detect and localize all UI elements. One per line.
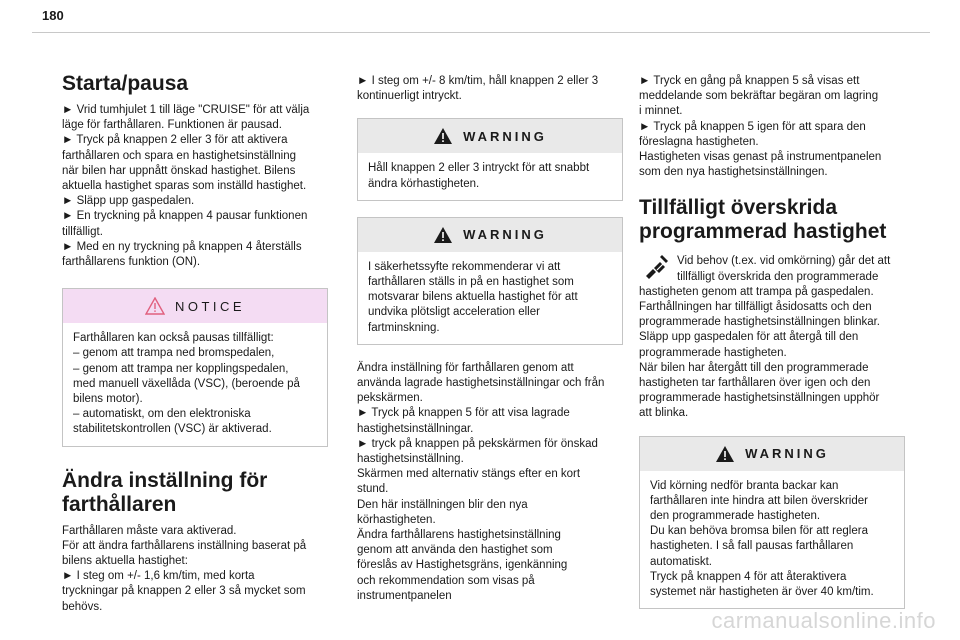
text-line: som den nya hastighetsinställningen.	[639, 166, 828, 179]
section-title-start-pause: Starta/pausa	[62, 72, 189, 95]
warning-triangle-icon	[433, 127, 453, 145]
text-line: föreslagna hastigheten.	[639, 135, 759, 148]
notice-title: NOTICE	[174, 298, 246, 314]
warning-box-3	[639, 436, 905, 610]
section-title-override	[639, 196, 905, 244]
override-body	[639, 254, 905, 421]
text-line: genom att använda den hastighet som	[357, 544, 553, 557]
header-rule	[32, 32, 930, 33]
text-line: Farthållaren måste vara aktiverad.	[62, 524, 237, 537]
text-line: med manuell växellåda (VSC), (beroende på	[73, 377, 300, 390]
warning-title: WARNING	[463, 128, 547, 144]
title-line: Tillfälligt överskrida	[639, 196, 838, 220]
text-line: Ändra inställning för farthållaren genom att	[357, 361, 574, 374]
step-intro	[357, 74, 623, 104]
text-line: Håll knappen 2 eller 3 intryckt för att snabbt	[368, 162, 590, 175]
text-line: körhastigheten.	[357, 513, 436, 526]
title-line: farthållaren	[62, 492, 177, 516]
text-line: och rekommendation som visas på	[357, 574, 535, 587]
text-line: ► Tryck på knappen 5 igen för att spara den	[639, 120, 866, 133]
warning-header	[640, 437, 904, 471]
notice-header	[63, 289, 327, 323]
text-line: ändra körhastigheten.	[368, 177, 480, 190]
text-line: hastighetsinställningar.	[357, 422, 474, 435]
text-line: I säkerhetssyfte rekommenderar vi att	[368, 260, 561, 273]
foot-pedal-icon	[643, 254, 669, 280]
text-line: ► Tryck på knappen 5 för att visa lagrade	[357, 407, 570, 420]
warning-box-1	[357, 118, 623, 200]
warning-header	[358, 218, 622, 252]
text-line: Hastigheten visas genast på instrumentpanelen	[639, 151, 882, 164]
text-line: – genom att trampa ned bromspedalen,	[73, 347, 275, 360]
column-2	[357, 74, 623, 604]
text-line: ► En tryckning på knappen 4 pausar funktionen	[62, 210, 308, 223]
text-line: stund.	[357, 483, 389, 496]
text-line: – genom att trampa ner kopplingspedalen,	[73, 362, 289, 375]
text-line: Vid körning nedför branta backar kan	[650, 479, 839, 492]
text-line: ► Tryck en gång på knappen 5 så visas ett	[639, 75, 860, 87]
text-line: systemet när hastigheten är över 40 km/tim.	[650, 586, 874, 599]
text-line: programmerade hastighetsinställningen blinkar.	[639, 316, 881, 329]
text-line: Farthållaren kan också pausas tillfälligt:	[73, 332, 274, 345]
warning-title: WARNING	[463, 227, 547, 243]
text-line: automatiskt.	[650, 555, 712, 568]
text-line: farthållaren och spara en hastighetsinställning	[62, 149, 296, 162]
text-line: hastighetsinställning.	[357, 453, 464, 466]
warning-body	[358, 153, 622, 199]
warning-body	[640, 471, 904, 609]
text-line: programmerade hastighetsinställningen upphör	[639, 392, 880, 405]
title-line: Ändra inställning för	[62, 468, 268, 492]
warning-body	[358, 252, 622, 344]
text-line: tillfälligt överskrida den programmerade	[677, 270, 879, 283]
text-line: den programmerade hastigheten.	[650, 510, 821, 523]
text-line: tillfälligt.	[62, 225, 103, 238]
text-line: Ändra farthållarens hastighetsinställning	[357, 529, 561, 542]
text-line: ► I steg om +/- 1,6 km/tim, med korta	[62, 570, 255, 583]
text-line: motsvarar bilens aktuella hastighet för att	[368, 291, 578, 304]
text-line: ► Släpp upp gaspedalen.	[62, 195, 195, 208]
text-line: ► Med en ny tryckning på knappen 4 återställs	[62, 240, 302, 253]
text-line: tryckningar på knappen 2 eller 3 så mycket som	[62, 585, 306, 598]
text-line: För att ändra farthållarens inställning baserat på	[62, 539, 307, 552]
memory-steps	[639, 74, 905, 180]
text-line: behövs.	[62, 600, 103, 613]
section-title-change-setting	[62, 469, 328, 517]
text-line: ► tryck på knappen på pekskärmen för önskad	[357, 437, 598, 450]
text-line: Du kan behöva bromsa bilen för att reglera	[650, 525, 868, 538]
change-setting-body	[62, 524, 328, 615]
text-line: hastigheten. I så fall pausas farthållaren	[650, 540, 854, 553]
text-line: farthållarens funktion (ON).	[62, 256, 201, 269]
text-line: undvika plötsligt acceleration eller	[368, 306, 540, 319]
text-line: Farthållningen har tillfälligt åsidosatts och den	[639, 301, 872, 314]
text-line: bilens aktuella hastighet:	[62, 555, 188, 568]
warning-title: WARNING	[745, 446, 829, 462]
text-line: ► I steg om +/- 8 km/tim, håll knappen 2 eller 3	[357, 75, 599, 87]
text-line: bilens motor).	[73, 393, 143, 406]
text-line: ► Tryck på knappen 2 eller 3 för att aktivera	[62, 134, 288, 147]
text-line: Den här inställningen blir den nya	[357, 498, 528, 511]
text-line: instrumentpanelen	[357, 589, 452, 602]
text-line: aktuella hastighet sparas som inställd hastighet.	[62, 180, 307, 193]
text-line: programmerade hastigheten.	[639, 346, 787, 359]
column-1	[62, 72, 328, 615]
warning-triangle-icon	[715, 445, 735, 463]
text-line: hastigheten genom att trampa på gaspedalen.	[639, 285, 874, 298]
text-line: – automatiskt, om den elektroniska	[73, 408, 251, 421]
column-3	[639, 74, 905, 625]
text-line: i minnet.	[639, 105, 683, 118]
notice-body	[63, 323, 327, 445]
text-line: ► Vrid tumhjulet 1 till läge "CRUISE" för att välja	[62, 104, 310, 116]
text-line: läge för farthållaren. Funktionen är pausad.	[62, 119, 282, 132]
text-line: fartminskning.	[368, 321, 440, 334]
text-line: När bilen har återgått till den programmerade	[639, 361, 869, 374]
warning-header	[358, 119, 622, 153]
text-line: stabilitetskontrollen (VSC) är aktiverad.	[73, 423, 272, 436]
notice-box	[62, 288, 328, 446]
notice-triangle-icon	[145, 297, 165, 315]
text-line: Tryck på knappen 4 för att återaktivera	[650, 570, 847, 583]
page-number: 180	[42, 8, 64, 23]
start-pause-body	[62, 103, 328, 270]
text-line: pekskärmen.	[357, 392, 423, 405]
text-line: Släpp upp gaspedalen för att återgå till den	[639, 331, 859, 344]
text-line: kontinuerligt intryckt.	[357, 90, 462, 103]
touchscreen-steps	[357, 361, 623, 604]
text-line: använda lagrade hastighetsinställningar och från	[357, 377, 605, 390]
text-line: farthållaren ställs in på en hastighet som	[368, 276, 574, 289]
text-line: hastigheten tar farthållaren över igen och den	[639, 377, 871, 390]
text-line: när bilen har uppnått önskad hastighet. Bilens	[62, 164, 296, 177]
text-line: föreslås av Hastighetsgräns, igenkänning	[357, 559, 568, 572]
warning-box-2	[357, 217, 623, 345]
warning-triangle-icon	[433, 226, 453, 244]
text-line: att blinka.	[639, 407, 689, 420]
text-line: Skärmen med alternativ stängs efter en kort	[357, 468, 581, 481]
watermark: carmanualsonline.info	[711, 608, 936, 633]
text-line: farthållaren inte hindra att bilen överskrider	[650, 494, 868, 507]
text-line: meddelande som bekräftar begäran om lagring	[639, 90, 879, 103]
text-line: Vid behov (t.ex. vid omkörning) går det att	[677, 255, 891, 268]
title-line: programmerad hastighet	[639, 220, 887, 244]
